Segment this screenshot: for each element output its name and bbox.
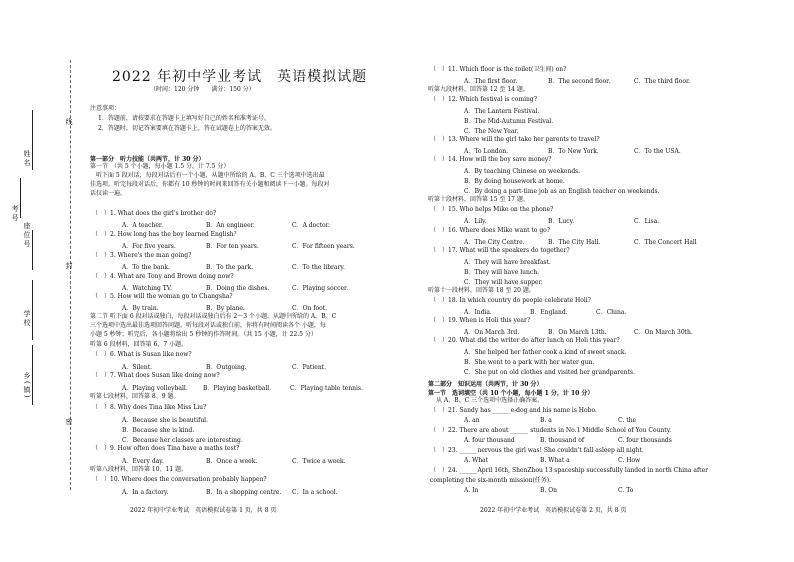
- part1-sec1: 第一节 （共 5 个小题，每小题 1.5 分，计 7.5 分）: [90, 163, 230, 170]
- question-16: （ ）16. Where does Mike want to go?: [430, 227, 551, 234]
- q16-option-a: A．The City Centre.: [464, 239, 525, 246]
- q12-option-c: C．The New Year.: [464, 128, 519, 135]
- q9-option-a: A．Every day.: [122, 458, 164, 465]
- q19-option-c: C．On March 30th.: [634, 329, 693, 336]
- part2-desc: 从 A、B、C 三个选项中选择正确答案。: [436, 397, 544, 404]
- side-label-dense: 密: [65, 418, 73, 427]
- q5-option-c: C．On foot.: [292, 305, 328, 312]
- question-2: （ ）2. How long has the boy learned English？: [92, 231, 240, 238]
- q9-option-b: B．Once a week.: [206, 458, 258, 465]
- q4-option-a: A．Watching TV.: [122, 285, 172, 292]
- q23-option-c: C. How: [618, 457, 641, 464]
- part1-sec1-desc-2: 佳选项。听完每段对话后，你都有 10 秒钟的时间来回答有关小题和阅读下一小题。每段对: [90, 181, 330, 188]
- q1-option-a: A．A teacher.: [122, 222, 164, 229]
- q11-option-c: C．The third floor.: [634, 78, 691, 85]
- material-6: 听第 6 段材料，回答第 6、7 小题。: [90, 341, 188, 348]
- q2-option-b: B．For ten years.: [206, 243, 259, 250]
- q14-option-c: C．By doing a part-time job as an English teacher on weekends.: [464, 188, 660, 195]
- material-7: 听第七段材料，回答第 8、9 题。: [90, 393, 180, 400]
- question-5: （ ）5. How will the woman go to Changsha?: [92, 293, 233, 300]
- q5-option-b: B．By plane.: [206, 305, 245, 312]
- q2-option-c: C．For fifteen years.: [292, 243, 355, 250]
- question-4: （ ）4. What are Tony and Brown doing now?: [92, 273, 234, 280]
- question-12: （ ）12. Which festival is coming?: [430, 96, 537, 103]
- seat-label: 座位号: [23, 222, 31, 249]
- notice-line-2: 2．答题时，切记答案要填在答题卡上，答在试题卷上的答案无效。: [98, 125, 276, 132]
- material-8: 听第八段材料，回答第 10、11 题。: [90, 466, 188, 473]
- q1-option-b: B．An engineer.: [206, 222, 255, 229]
- q14-option-b: B．By doing housework at home.: [464, 178, 565, 185]
- q22-option-b: B. thousand of: [540, 437, 585, 444]
- q21-option-a: A. an: [464, 417, 480, 424]
- seat-underline: [32, 230, 33, 270]
- exam-no-underline: [20, 178, 21, 218]
- q18-option-b: B．England.: [530, 309, 568, 316]
- q20-option-b: B．She went to a park with her water gun.: [464, 359, 595, 366]
- q2-option-a: A．For five years.: [122, 243, 176, 250]
- q24-option-a: A. In: [464, 487, 479, 494]
- town-underline: [32, 345, 33, 405]
- q4-option-b: B．Doing the dishes.: [206, 285, 270, 292]
- question-17: （ ）17. What will the speakers do together?: [430, 247, 570, 254]
- q10-option-c: C．In a school.: [292, 489, 338, 496]
- q15-option-a: A．Lily.: [464, 218, 487, 225]
- page-title: 2022 年初中学业考试 英语模拟试题: [112, 69, 368, 85]
- q7-option-a: A．Playing volleyball.: [122, 385, 188, 392]
- q15-option-b: B．Lucy.: [548, 218, 575, 225]
- q9-option-c: C．Twice a week.: [292, 458, 346, 465]
- q16-option-c: C．The Concert Hall: [634, 239, 697, 246]
- part1-sec2-desc-3: 小题 5 秒钟；听完后，各小题将给出 5 秒钟的作答时间。（共 15 小题，计 22.5 分）: [90, 331, 317, 338]
- question-24-cont: completing the six-month mission(任务).: [430, 477, 552, 484]
- question-14: （ ）14. How will the boy save money?: [430, 156, 552, 163]
- material-11: 听第十一段材料，回答第 18 至 20 题。: [428, 287, 535, 294]
- q5-option-a: A．By train.: [122, 305, 159, 312]
- q13-option-b: B．To New York.: [548, 148, 599, 155]
- material-9: 听第九段材料，回答第 12 至 14 题。: [428, 86, 529, 93]
- q17-option-a: A．They will have breakfast.: [464, 259, 551, 266]
- part2-sec1: 第一节 选词填空（共 10 个小题，每小题 1 分，计 10 分）: [428, 390, 594, 397]
- q20-option-a: A．She helped her father cook a kind of sweet snack.: [464, 349, 627, 356]
- question-7: （ ）7. What does Susan like doing now?: [92, 372, 220, 379]
- question-10: （ ）10. Where does the conversation probably happen?: [92, 476, 267, 483]
- q22-option-c: C. four thousands: [618, 437, 672, 444]
- question-23: （ ）23. ______nervous the girl was! She couldn't fall asleep all night.: [430, 447, 644, 454]
- q13-option-c: C．To the USA.: [634, 148, 681, 155]
- q10-option-a: A．In a factory.: [122, 489, 169, 496]
- q18-option-c: C．China.: [596, 309, 627, 316]
- notice-head: 注意事项：: [90, 105, 121, 112]
- q6-option-c: C．Patient.: [292, 364, 326, 371]
- q22-option-a: A. four thousand: [464, 437, 515, 444]
- question-24: （ ）24. ______April 16th, ShenZhou 13 spaceship successfully landed in north China after: [430, 467, 708, 474]
- question-11: （ ）11. Which floor is the toilet(卫生间) on?: [430, 66, 567, 73]
- q17-option-c: C．They will have supper.: [464, 279, 543, 286]
- q15-option-c: C．Lisa.: [634, 218, 660, 225]
- q21-option-c: C. the: [618, 417, 637, 424]
- side-label-line: 线: [65, 118, 73, 127]
- q19-option-a: A．On March 3rd.: [464, 329, 520, 336]
- q12-option-b: B．The Mid-Autumn Festival.: [464, 118, 554, 125]
- q24-option-b: B. On: [540, 487, 558, 494]
- part1-sec2-desc-1: 第二节 听下面 6 段对话或独白，每段对话或独白后有 2～3 个小题，从题中所给的 A、B、C: [90, 313, 337, 320]
- side-label-seal: 封: [65, 262, 73, 271]
- q4-option-c: C．Playing soccer.: [292, 285, 349, 292]
- q24-option-c: C. To: [618, 487, 634, 494]
- question-13: （ ）13. Where will the girl take her parents to travel?: [430, 136, 600, 143]
- material-10: 听第十段材料，回答第 15 至 17 题。: [428, 196, 529, 203]
- part1-head: 第一部分 听力技能（共两节，计 30 分）: [90, 156, 205, 163]
- footer-right: 2022 年初中学业考试 英语模拟试卷第 2 页，共 8 页: [480, 507, 627, 514]
- question-1: （ ）1. What does the girl's brother do?: [92, 210, 217, 217]
- question-8: （ ）8. Why does Tina like Miss Liu?: [92, 404, 207, 411]
- q23-option-b: B. What a: [540, 457, 570, 464]
- town-label: 乡(镇): [23, 372, 31, 400]
- q7-option-c: C．Playing table tennis.: [290, 385, 363, 392]
- part1-sec1-desc-1: 听下面 5 段对话，每段对话后有一个小题，从题中所给的 A、B、C 三个选项中选出最: [96, 172, 325, 179]
- question-19: （ ）19. When is Holi this year?: [430, 317, 531, 324]
- question-15: （ ）15. Who helps Mike on the phone?: [430, 206, 554, 213]
- name-underline: [32, 110, 33, 170]
- q17-option-b: B．They will have lunch.: [464, 269, 539, 276]
- question-18: （ ）18. In which country do people celebrate Holi?: [430, 297, 591, 304]
- q6-option-b: B．Outgoing.: [206, 364, 247, 371]
- notice-line-1: 1．答题前，请按要求在答题卡上填写好自己的姓名和准考证号。: [98, 115, 270, 122]
- footer-left: 2022 年初中学业考试 英语模拟试卷第 1 页，共 8 页: [130, 507, 277, 514]
- page-subtitle: （时间：120 分钟 满分：150 分）: [150, 86, 255, 93]
- q10-option-b: B．In a shopping centre.: [206, 489, 282, 496]
- q8-option-c: C．Because her classes are interesting.: [122, 437, 243, 444]
- school-label: 学校: [23, 310, 31, 328]
- q16-option-b: B．The City Hall.: [548, 239, 601, 246]
- q14-option-a: A．By teaching Chinese on weekends.: [464, 168, 581, 175]
- name-label: 姓名: [23, 150, 31, 168]
- q3-option-a: A．To the bank.: [122, 264, 170, 271]
- question-22: （ ）22. There are about ______ students in No.1 Middle School of You County.: [430, 427, 672, 434]
- q19-option-b: B．On March 13th.: [548, 329, 607, 336]
- q7-option-b: B．Playing basketball.: [203, 385, 272, 392]
- q8-option-b: B．Because she is kind.: [122, 427, 195, 434]
- q6-option-a: A．Silent.: [122, 364, 153, 371]
- q3-option-c: C．To the library.: [292, 264, 345, 271]
- question-9: （ ）9. How often does Tina have a maths test?: [92, 445, 240, 452]
- q21-option-b: B. a: [540, 417, 552, 424]
- q8-option-a: A．Because she is beautiful.: [122, 417, 209, 424]
- part2-head: 第二部分 知识运用（共两节，计 30 分）: [428, 381, 543, 388]
- question-20: （ ）20. What did the writer do after lunch on Holi this year?: [430, 337, 620, 344]
- q12-option-a: A．The Lantern Festival.: [464, 108, 540, 115]
- q18-option-a: A．India.: [464, 309, 492, 316]
- q13-option-a: A．To London.: [464, 148, 509, 155]
- part1-sec2-desc-2: 三个选项中选出最佳选项回答问题。听每段对话或独白前，你将有时间阅读各个 小题，每: [90, 322, 326, 329]
- part1-sec1-desc-3: 话仅读一遍。: [90, 190, 127, 197]
- school-underline: [32, 280, 33, 340]
- q20-option-c: C．She put on old clothes and visited her grandparents.: [464, 369, 635, 376]
- q1-option-c: C．A doctor.: [292, 222, 330, 229]
- q11-option-b: B．The second floor.: [548, 78, 611, 85]
- q11-option-a: A．The first floor.: [464, 78, 518, 85]
- question-21: （ ）21. Sandy has ______e-dog and his name is Hobo.: [430, 407, 597, 414]
- question-6: （ ）6. What is Susan like now?: [92, 351, 192, 358]
- exam-no-label: 考号: [11, 205, 19, 223]
- q23-option-a: A. What: [464, 457, 489, 464]
- question-3: （ ）3. Where's the man going?: [92, 252, 192, 259]
- q3-option-b: B．To the park.: [206, 264, 254, 271]
